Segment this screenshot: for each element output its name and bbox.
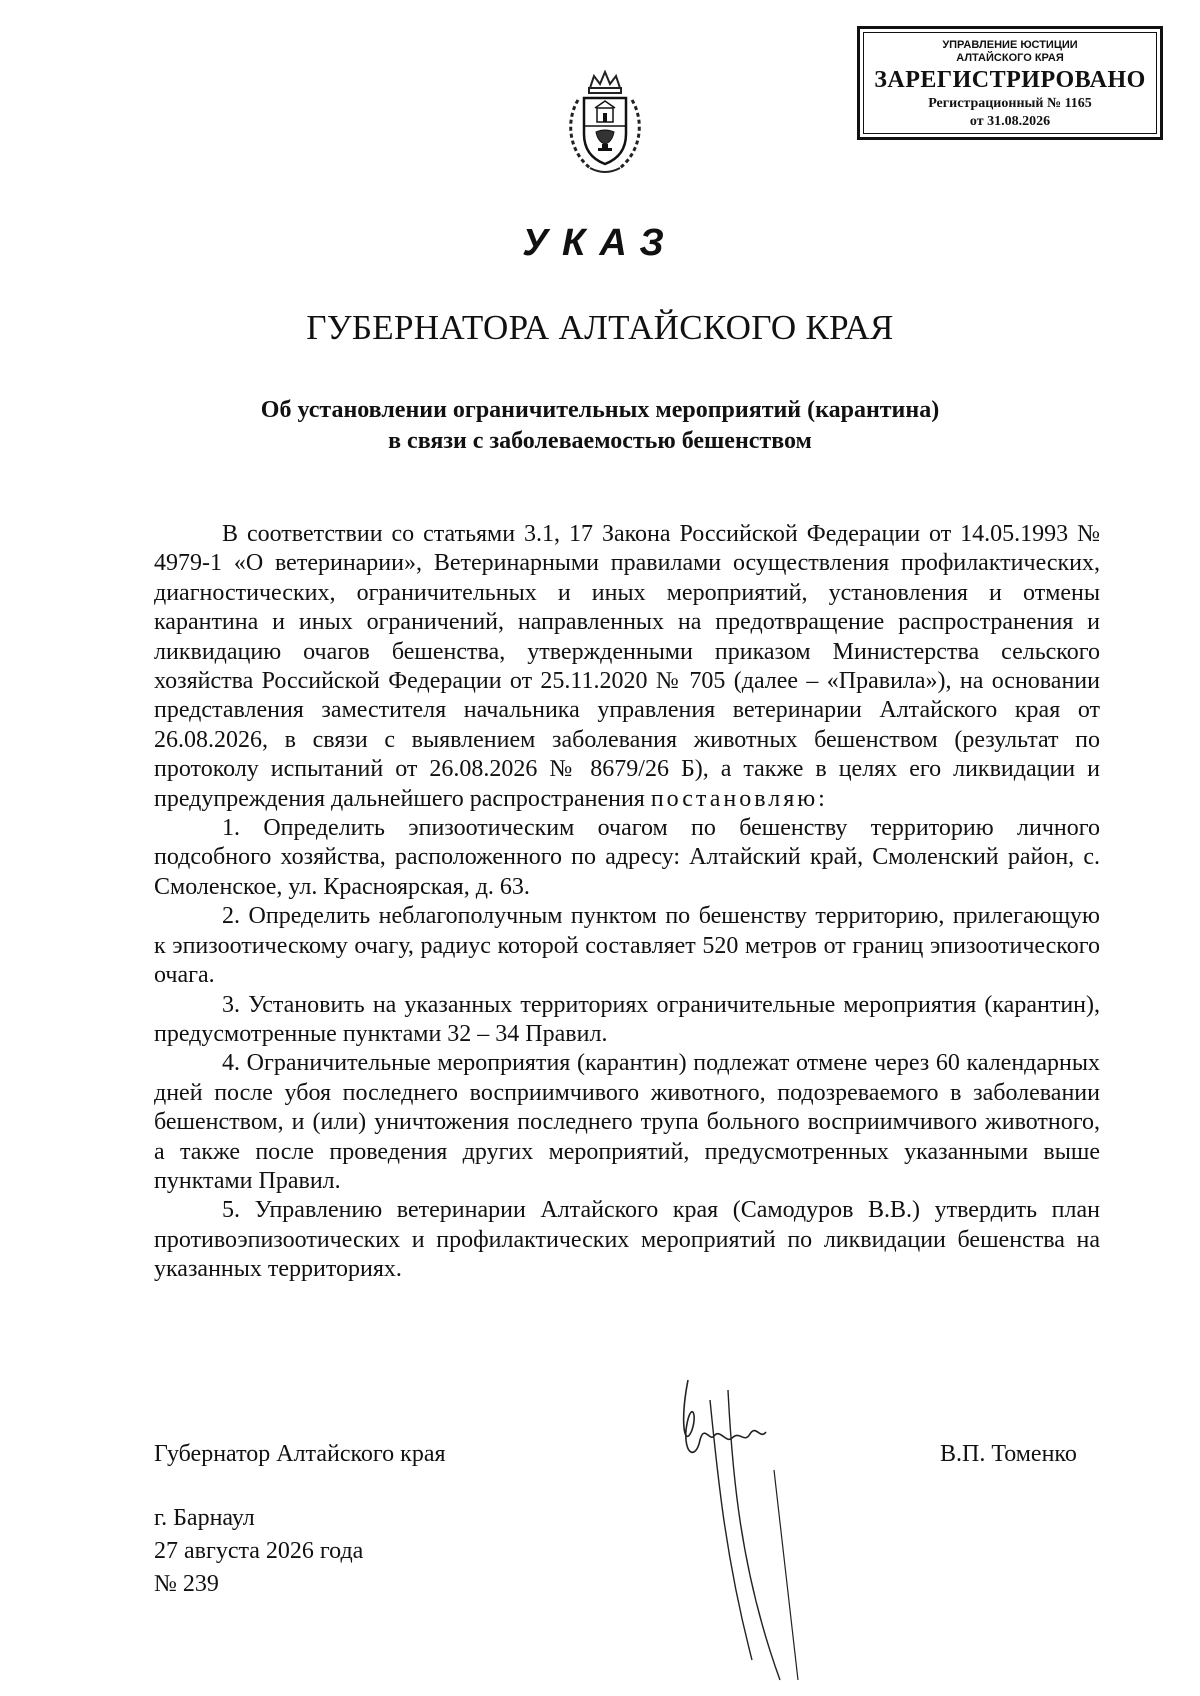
decree-item-3: 3. Установить на указанных территориях ограничительные мероприятия (карантин), предусмотренные пунктами 32 – 34 Правил. (154, 991, 1100, 1047)
document-type: УКАЗ (522, 222, 678, 264)
registration-stamp (857, 26, 1163, 140)
coat-of-arms-icon (560, 70, 650, 180)
stamp-reg-date: от 31.08.2026 (969, 114, 1051, 129)
decree-item-1: 1. Определить эпизоотическим очагом по бешенству территорию личного подсобного хозяйства, расположенного по адресу: Алтайский край, Смоленский район, с. Смоленское, ул. Красноярская, д. 63. (154, 815, 1100, 900)
decree-suffix: : (818, 785, 825, 812)
document-heading (0, 395, 1200, 457)
signatory-title: Губернатор Алтайского края (154, 1441, 446, 1467)
handwritten-signature (670, 1360, 810, 1690)
document-place-date-number (154, 1502, 363, 1601)
stamp-reg-number: Регистрационный № 1165 (928, 96, 1092, 111)
preamble-paragraph (154, 520, 1100, 814)
stamp-org-line2: АЛТАЙСКОГО КРАЯ (956, 52, 1064, 64)
document-number: № 239 (154, 1571, 219, 1597)
decree-item-2: 2. Определить неблагополучным пунктом по бешенству территорию, прилегающую к эпизоотическому очагу, радиус которой составляет 520 метров от границ эпизоотического очага. (154, 903, 1100, 989)
stamp-inner-border (863, 32, 1157, 134)
heading-line-2: в связи с заболеваемостью бешенством (388, 428, 812, 454)
decree-word: постановляю (650, 785, 819, 812)
document-body (154, 520, 1100, 1285)
decree-item-5: 5. Управлению ветеринарии Алтайского края (Самодуров В.В.) утвердить план противоэпизоотических и профилактических мероприятий по ликвидации бешенства на указанных территориях. (154, 1197, 1100, 1283)
preamble-text: В соответствии со статьями 3.1, 17 Закона Российской Федерации от 14.05.1993 № 4979-1 «О ветеринарии», Ветеринарными правилами осуществления профилактических, диагностических, ограничительных и иных мероприятий, установления и отмены карантина и иных ограничений, направленных на предотвращение распространения и ликвидацию очагов бешенства, утвержденными приказом Министерства сельского хозяйства Российской Федерации от 25.11.2020 № 705 (далее – «Правила»), на основании представления заместителя начальника управления ветеринарии Алтайского края от 26.08.2026, в связи с выявлением заболевания животных бешенством (результат по протоколу испытаний от 26.08.2026 № 8679/26 Б), а также в целях его ликвидации и предупреждения дальнейшего распространения (154, 521, 1100, 812)
document-date: 27 августа 2026 года (154, 1538, 364, 1564)
signatory-name: В.П. Томенко (940, 1441, 1077, 1467)
document-issuer: ГУБЕРНАТОРА АЛТАЙСКОГО КРАЯ (306, 308, 894, 347)
heading-line-1: Об установлении ограничительных мероприятий (карантина) (260, 397, 940, 423)
decree-item-4: 4. Ограничительные мероприятия (карантин) подлежат отмене через 60 календарных дней после убоя последнего восприимчивого животного, подозреваемого в заболевании бешенством, и (или) уничтожения последнего трупа больного восприимчивого животного, а также после проведения других мероприятий, предусмотренных указанными выше пунктами Правил. (154, 1050, 1100, 1194)
stamp-org-line1: УПРАВЛЕНИЕ ЮСТИЦИИ (942, 39, 1078, 51)
document-city: г. Барнаул (154, 1505, 255, 1531)
stamp-status: ЗАРЕГИСТРИРОВАНО (874, 67, 1146, 93)
